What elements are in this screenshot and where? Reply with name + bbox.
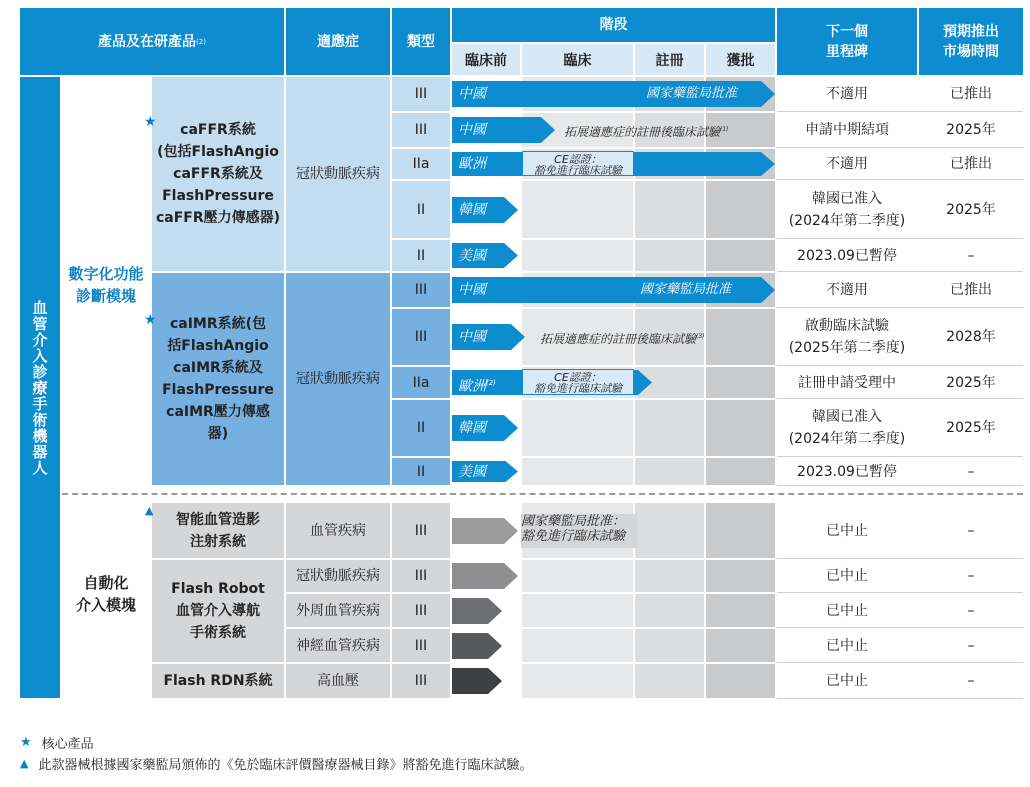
product-smart-l2: 注射系統 — [190, 533, 246, 550]
milestone-cell — [777, 400, 917, 456]
header-launch-l2: 市場時間 — [943, 43, 999, 60]
header-products-label: 產品及在研產品 — [98, 33, 197, 50]
header-launch-l1: 預期推出 — [943, 23, 999, 40]
header-stage-preclinical: 臨床前 — [452, 44, 520, 75]
launch-cell: 2025年 — [919, 181, 1023, 238]
row-separator-line — [777, 485, 1023, 486]
header-milestone-l2: 里程碑 — [826, 43, 868, 60]
product-flash-rdn — [152, 664, 284, 698]
product-robot-l2: 血管介入導航 — [176, 603, 260, 619]
indication-rdn: 高血壓 — [286, 664, 390, 698]
row-separator-line — [777, 365, 1023, 366]
category-digital-l1: 數字化功能 — [68, 265, 144, 283]
milestone-cell: 2023.09已暫停 — [777, 458, 917, 485]
milestone-l2: (2024年第二季度) — [788, 212, 906, 229]
row-type: III — [392, 594, 450, 627]
legend-star — [20, 733, 94, 752]
row-separator-line — [777, 307, 1023, 308]
launch-cell: – — [919, 629, 1023, 662]
ce-note-l1: CE認證： — [554, 153, 602, 166]
progress-arrow — [452, 633, 502, 659]
row-type: III — [392, 309, 450, 365]
core-product-star-icon: ★ — [144, 312, 157, 328]
milestone-cell: 已中止 — [777, 503, 917, 558]
launch-cell: – — [919, 664, 1023, 698]
product-caimr-l6: 器) — [207, 426, 229, 442]
launch-cell: – — [919, 560, 1023, 592]
milestone-cell: 不適用 — [777, 273, 917, 307]
section-divider — [62, 493, 1023, 495]
indication-caffr: 冠狀動脈疾病 — [286, 77, 390, 271]
stage-cell — [635, 594, 704, 627]
progress-arrow — [452, 563, 518, 589]
product-caimr-l3: caIMR系統及 — [173, 360, 263, 376]
milestone-cell: 已中止 — [777, 629, 917, 662]
launch-cell: 2025年 — [919, 367, 1023, 398]
row-type: III — [392, 664, 450, 698]
milestone-cell: 已中止 — [777, 594, 917, 627]
stage-cell — [522, 664, 633, 698]
row-separator-line — [777, 558, 1023, 559]
category-auto — [62, 572, 150, 616]
milestone-cell: 註冊申請受理中 — [777, 367, 917, 398]
row-type: III — [392, 113, 450, 147]
approval-note: 國家藥監局批准 — [646, 86, 738, 101]
product-robot-l3: 手術系統 — [190, 625, 246, 641]
approval-note: 國家藥監局批准 — [640, 282, 732, 297]
product-smart-injection — [152, 503, 284, 558]
stage-cell — [706, 594, 775, 627]
row-type: II — [392, 240, 450, 271]
milestone-l2: (2025年第二季度) — [788, 340, 906, 356]
product-caimr-l5: caIMR壓力傳感 — [166, 404, 270, 420]
region-label: 歐洲$^{(2)}$ — [458, 378, 496, 395]
ce-note-box — [522, 369, 634, 395]
product-caimr-l4: FlashPressure — [162, 382, 274, 398]
region-label: 中國 — [458, 329, 486, 345]
launch-cell: – — [919, 594, 1023, 627]
row-separator-line — [777, 147, 1023, 148]
product-caffr — [152, 77, 284, 271]
nmpa-note-box — [521, 514, 637, 548]
header-stage-registration: 註冊 — [635, 44, 704, 75]
product-caimr-l1: caIMR系統(包 — [169, 316, 267, 332]
category-auto-l1: 自動化 — [83, 574, 129, 592]
indication-robot-coronary: 冠狀動脈疾病 — [286, 560, 390, 592]
region-note: (2) — [486, 378, 496, 387]
stage-cell — [635, 503, 704, 558]
stage-cell — [635, 458, 704, 485]
stage-cell — [635, 400, 704, 456]
header-indication: 適應症 — [286, 8, 390, 75]
stage-cell — [522, 400, 633, 456]
product-flash-robot — [152, 560, 284, 662]
product-caffr-l5: caFFR壓力傳感器) — [155, 210, 281, 226]
milestone-cell — [777, 181, 917, 238]
ce-note-l2: 豁免進行臨床試驗 — [534, 164, 622, 177]
legend-triangle — [20, 754, 532, 773]
ce-note-l1: CE認證： — [554, 371, 602, 384]
legend-triangle-text: 此款器械根據國家藥監局頒佈的《免於臨床評價醫療器械目錄》將豁免進行臨床試驗。 — [38, 758, 533, 773]
launch-cell: 2028年 — [919, 309, 1023, 365]
nmpa-note-l2: 豁免進行臨床試驗 — [521, 529, 626, 544]
row-type: III — [392, 503, 450, 558]
product-caimr — [152, 273, 284, 485]
ce-note-box — [522, 151, 634, 176]
stage-cell — [706, 458, 775, 485]
stage-cell — [635, 240, 704, 271]
row-separator-line — [777, 271, 1023, 272]
launch-cell: – — [919, 458, 1023, 485]
milestone-l1: 韓國已准入 — [812, 409, 882, 425]
milestone-cell: 不適用 — [777, 77, 917, 111]
stage-cell — [635, 181, 704, 238]
stage-cell — [522, 458, 633, 485]
milestone-cell: 已中止 — [777, 560, 917, 592]
row-separator-line — [777, 238, 1023, 239]
stage-cell — [522, 594, 633, 627]
region-label: 美國 — [458, 247, 486, 264]
header-products — [20, 8, 284, 75]
indication-robot-neuro: 神經血管疾病 — [286, 629, 390, 662]
trial-note: 拓展適應症的註冊後臨床試驗$^{(1)}$ — [564, 125, 729, 139]
stage-cell — [706, 181, 775, 238]
milestone-cell: 已中止 — [777, 664, 917, 698]
region-label: 韓國 — [458, 201, 486, 218]
row-type: III — [392, 629, 450, 662]
row-separator-line — [777, 111, 1023, 112]
trial-note: 拓展適應症的註冊後臨床試驗$^{(3)}$ — [540, 332, 705, 346]
milestone-l2: (2024年第二季度) — [788, 431, 906, 447]
region-label: 美國 — [458, 463, 486, 480]
header-stage: 階段 — [452, 8, 775, 42]
indication-smart: 血管疾病 — [286, 503, 390, 558]
region-label: 中國 — [458, 122, 486, 138]
ce-note-l2: 豁免進行臨床試驗 — [534, 382, 622, 395]
product-rdn-label: Flash RDN系統 — [163, 673, 273, 689]
row-separator-line — [777, 398, 1023, 399]
launch-cell: 已推出 — [919, 273, 1023, 307]
trial-note-ref: (3) — [696, 333, 705, 340]
launch-cell: 2025年 — [919, 400, 1023, 456]
stage-cell — [522, 560, 633, 592]
row-type: III — [392, 77, 450, 111]
row-type: III — [392, 273, 450, 307]
row-type: II — [392, 181, 450, 238]
milestone-cell: 不適用 — [777, 149, 917, 179]
region-label: 韓國 — [458, 420, 486, 436]
product-caffr-l3: caFFR系統及 — [173, 166, 263, 182]
group-main — [20, 77, 60, 698]
row-separator-line — [777, 179, 1023, 180]
stage-cell — [635, 629, 704, 662]
region-label: 歐洲 — [458, 156, 486, 172]
stage-cell — [706, 309, 775, 365]
stage-cell — [522, 181, 633, 238]
trial-note-ref: (1) — [720, 126, 729, 133]
launch-cell: – — [919, 503, 1023, 558]
launch-cell: 已推出 — [919, 77, 1023, 111]
legend-triangle-icon: ▲ — [20, 757, 29, 770]
stage-cell — [706, 503, 775, 558]
stage-cell — [706, 240, 775, 271]
header-stage-clinical: 臨床 — [522, 44, 633, 75]
row-separator-line — [777, 627, 1023, 628]
progress-arrow — [452, 598, 502, 624]
milestone-cell: 2023.09已暫停 — [777, 240, 917, 271]
product-caffr-l4: FlashPressure — [162, 188, 274, 204]
legend-star-icon: ★ — [20, 735, 32, 750]
header-products-note: (2) — [196, 37, 206, 46]
row-type: IIa — [392, 367, 450, 398]
milestone-l1: 啟動臨床試驗 — [805, 318, 889, 334]
launch-cell: 已推出 — [919, 149, 1023, 179]
row-separator-line — [777, 662, 1023, 663]
product-robot-l1: Flash Robot — [171, 581, 265, 597]
stage-cell — [635, 664, 704, 698]
category-digital — [62, 263, 150, 307]
header-launch — [919, 8, 1023, 75]
row-type: III — [392, 560, 450, 592]
row-separator-line — [777, 592, 1023, 593]
header-milestone-l1: 下一個 — [826, 23, 868, 40]
progress-arrow — [452, 518, 518, 544]
category-digital-l2: 診斷模塊 — [75, 287, 136, 305]
product-caffr-l1: caFFR系統 — [180, 122, 256, 138]
stage-cell — [522, 240, 633, 271]
group-main-label: 血管介入診療手術機器人 — [30, 299, 49, 476]
launch-cell: – — [919, 240, 1023, 271]
product-smart-l1: 智能血管造影 — [176, 511, 260, 528]
product-caimr-l2: 括FlashAngio — [167, 338, 269, 354]
legend-star-text: 核心產品 — [41, 737, 94, 752]
header-type: 類型 — [392, 8, 450, 75]
milestone-cell — [777, 309, 917, 365]
region-label: 中國 — [458, 86, 486, 102]
stage-cell — [706, 367, 775, 398]
category-auto-l2: 介入模塊 — [75, 596, 136, 614]
indication-caimr: 冠狀動脈疾病 — [286, 273, 390, 485]
launch-cell: 2025年 — [919, 113, 1023, 147]
stage-cell — [706, 629, 775, 662]
stage-cell — [635, 560, 704, 592]
milestone-l1: 韓國已准入 — [812, 190, 882, 207]
exempt-triangle-icon: ▲ — [145, 504, 154, 517]
stage-cell — [706, 560, 775, 592]
header-stage-approved: 獲批 — [706, 44, 775, 75]
row-type: II — [392, 400, 450, 456]
product-caffr-l2: (包括FlashAngio — [157, 144, 279, 160]
progress-arrow — [452, 668, 502, 694]
row-separator-line — [777, 698, 1023, 699]
row-type: IIa — [392, 149, 450, 179]
stage-cell — [706, 400, 775, 456]
milestone-cell: 申請中期結項 — [777, 113, 917, 147]
stage-cell — [706, 664, 775, 698]
row-type: II — [392, 458, 450, 485]
row-separator-line — [777, 456, 1023, 457]
nmpa-note-l1: 國家藥監局批准： — [521, 514, 626, 529]
header-milestone — [777, 8, 917, 75]
indication-robot-peripheral: 外周血管疾病 — [286, 594, 390, 627]
core-product-star-icon: ★ — [144, 114, 157, 130]
stage-cell — [522, 629, 633, 662]
region-label: 中國 — [458, 282, 486, 298]
